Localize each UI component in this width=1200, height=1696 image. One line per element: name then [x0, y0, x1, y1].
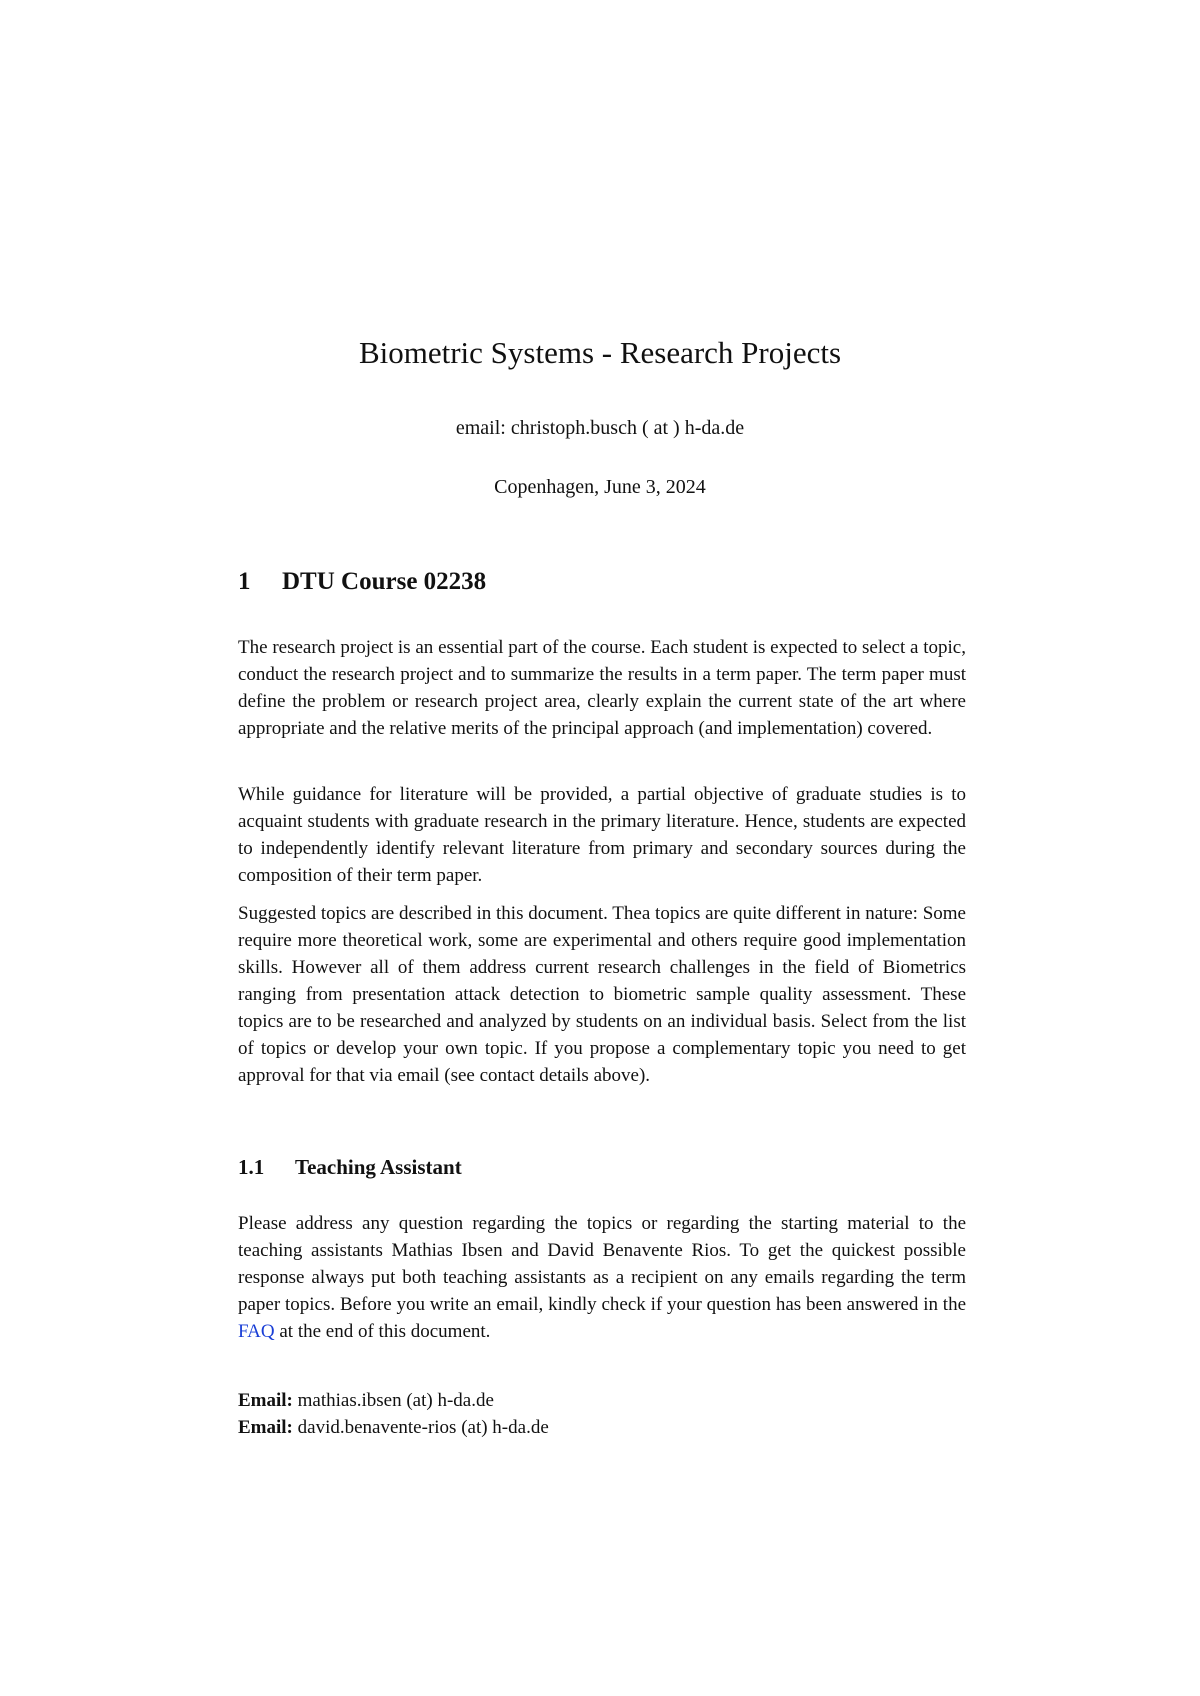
section-title: DTU Course 02238	[282, 568, 487, 595]
paragraph-research-project: The research project is an essential part of the course. Each student is expected to select a topic, conduct the research project and to summarize the results in a term paper. The term paper must define the problem or research project area, clearly explain the current state of the art where appropriate and the relative merits of the principal approach (and implementation) covered.	[238, 637, 966, 739]
subsection-number: 1.1	[238, 1155, 265, 1179]
section-number: 1	[238, 568, 251, 595]
subsection-heading-teaching-assistant	[238, 1153, 462, 1181]
document-date: Copenhagen, June 3, 2024	[494, 476, 706, 498]
document-title: Biometric Systems - Research Projects	[358, 335, 842, 370]
ta-text-before-link: Please address any question regarding the topics or regarding the starting material to the teaching assistants Mathias Ibsen and David Benavente Rios. To get the quickest possible response always put both teaching assistants as a recipient on any emails regarding the term paper topics. Before you write an email, kindly check if your question has been answered in the	[238, 1213, 966, 1315]
contact-value: david.benavente-rios (at) h-da.de	[297, 1417, 549, 1438]
contact-label: Email:	[238, 1390, 293, 1411]
author-email: email: christoph.busch ( at ) h-da.de	[455, 417, 745, 439]
section-heading-dtu-course	[238, 566, 486, 598]
paragraph-literature-guidance: While guidance for literature will be provided, a partial objective of graduate studies is to acquaint students with graduate research in the primary literature. Hence, students are expected to independently identify relevant literature from primary and secondary sources during the composition of their term paper.	[238, 784, 966, 886]
ta-text-after-link: at the end of this document.	[274, 1321, 491, 1342]
paragraph-teaching-assistant	[238, 1210, 966, 1345]
faq-link[interactable]: FAQ	[238, 1321, 275, 1342]
subsection-title: Teaching Assistant	[295, 1155, 462, 1179]
paragraph-suggested-topics: Suggested topics are described in this document. Thea topics are quite different in nature: Some require more theoretical work, some are experimental and others require good implementation skills. However all of them address current research challenges in the field of Biometrics ranging from presentation attack detection to biometric sample quality assessment. These topics are to be researched and analyzed by students on an individual basis. Select from the list of topics or develop your own topic. If you propose a complementary topic you need to get approval for that via email (see contact details above).	[238, 903, 966, 1086]
contact-email-mathias	[238, 1387, 494, 1414]
contact-label: Email:	[238, 1417, 293, 1438]
contact-value: mathias.ibsen (at) h-da.de	[297, 1390, 494, 1411]
contact-email-david	[238, 1414, 549, 1441]
